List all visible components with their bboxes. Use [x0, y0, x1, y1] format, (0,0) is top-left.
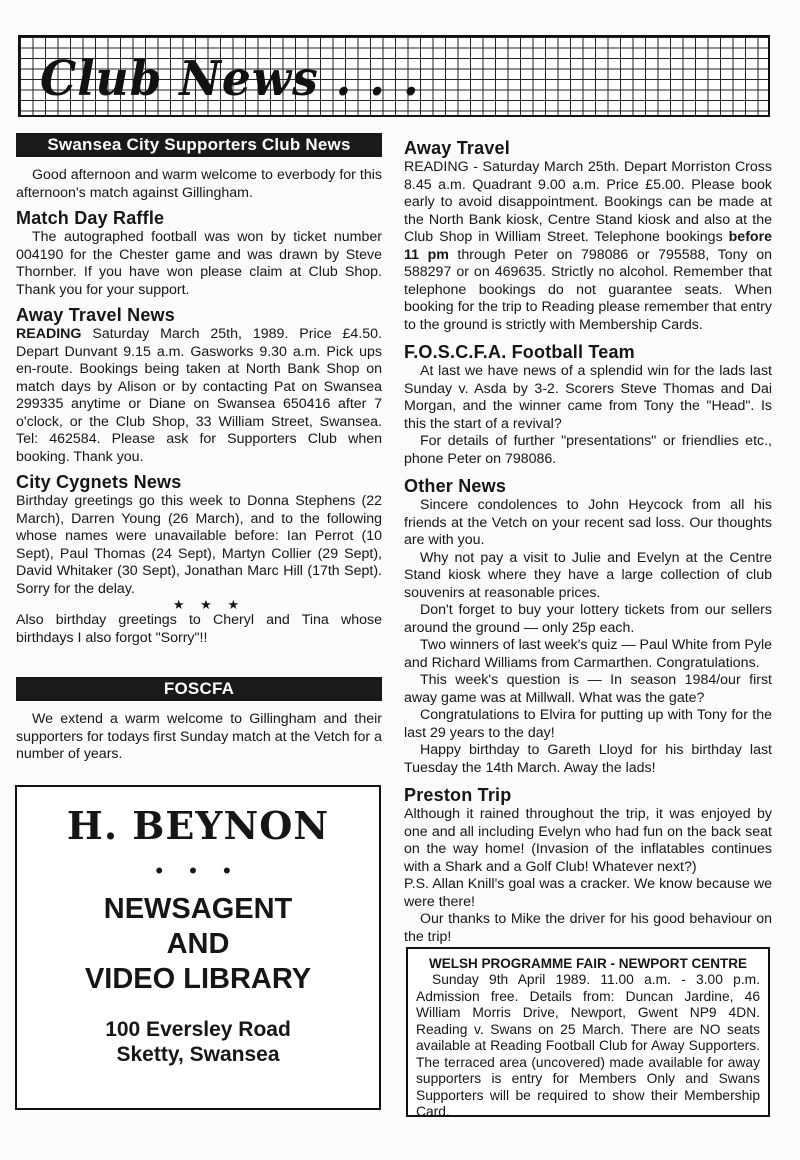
away-travel-news-paragraph	[16, 326, 382, 466]
foscfa-paragraph: We extend a warm welcome to Gillingham and their supporters for todays first Sunday match at the Vetch for a number of years.	[16, 711, 382, 762]
other-news-paragraph-4: Two winners of last week's quiz — Paul White from Pyle and Richard Williams from Carmarthen. Congratulations.	[404, 637, 773, 671]
club-news-header	[18, 35, 770, 117]
preston-paragraph-1: Although it rained throughout the trip, it was enjoyed by one and all including Evelyn who had fun on the back seat on the way home! (Invasion of the inflatables continues with a Shark and a Golf Club! Whatever next?)	[404, 806, 772, 875]
other-news-paragraph-1: Sincere condolences to John Heycock from all his friends at the Vetch on your recent sad loss. Our thoughts are with you.	[404, 497, 772, 548]
heading-match-day-raffle: Match Day Raffle	[16, 208, 165, 228]
heading-city-cygnets: City Cygnets News	[16, 472, 182, 492]
other-news-paragraph-3: Don't forget to buy your lottery tickets from our sellers around the ground — only 25p each.	[404, 602, 772, 636]
cygnets-paragraph: Birthday greetings go this week to Donna Stephens (22 March), Darren Young (26 March), and to the following whose names were unavailable before: Ian Perrot (10 Sept), Paul Thomas (24 Sept), Martyn Collier (29 Sept), David Whitaker (30 Sept), Jonathan Marc Hill (17th Sept). Sorry for the delay.	[16, 493, 382, 597]
other-news-paragraph-6: Congratulations to Elvira for putting up with Tony for the last 29 years to the day!	[404, 707, 772, 741]
section-banner-supporters-club: Swansea City Supporters Club News	[16, 133, 382, 157]
programme-fair-title: WELSH PROGRAMME FAIR - NEWPORT CENTRE	[429, 956, 747, 971]
advert-dots: • • •	[155, 858, 241, 883]
page-title: Club News . . .	[40, 51, 420, 107]
advert-address-line1: 100 Eversley Road	[105, 1018, 291, 1041]
away-travel-text-a: READING - Saturday March 25th. Depart Morriston Cross 8.45 a.m. Quadrant 9.00 a.m. Price £5.00. Please book early to avoid disappointment. Bookings can be made at the North Bank kiosk, Centre Stand kiosk and also at the Club Shop in William Street. Telephone bookings	[404, 159, 772, 245]
football-team-paragraph: At last we have news of a splendid win for the lads last Sunday v. Asda by 3-2. Scorers Steve Thomas and Dai Morgan, and the winner came from Tony the "Head". Is this the start of a revival?	[404, 363, 772, 432]
heading-foscfa-football-team: F.O.S.C.F.A. Football Team	[404, 342, 635, 362]
intro-paragraph: Good afternoon and warm welcome to everbody for this afternoon's match against Gillingham.	[16, 167, 382, 201]
heading-other-news: Other News	[404, 476, 507, 496]
advert-line-and: AND	[166, 928, 230, 960]
star-divider: ★ ★ ★	[172, 597, 246, 612]
raffle-paragraph: The autographed football was won by ticket number 004190 for the Chester game and was drawn by Steve Thornber. If you have won please claim at Club Shop. Thank you for your support.	[16, 229, 382, 298]
advert-line-video-library: VIDEO LIBRARY	[84, 963, 312, 995]
heading-away-travel: Away Travel	[404, 138, 510, 158]
programme-fair-box	[406, 947, 770, 1117]
away-travel-news-text: Saturday March 25th, 1989. Price £4.50. Depart Dunvant 9.15 a.m. Gasworks 9.30 a.m. Pick ups en-route. Bookings being taken at North Bank Shop on match days by Alison or by contacting Pat on Swansea 299335 anytime or Diane on Swansea 650416 after 7 o'clock, or the Club Shop, 33 William Street, Swansea. Tel: 462584. Please ask for Supporters Club when booking. Thank you.	[16, 326, 382, 465]
football-team-paragraph-2: For details of further "presentations" or friendlies etc., phone Peter on 798086.	[404, 433, 772, 467]
beynon-advert	[15, 785, 381, 1110]
away-travel-bold: before 11 pm	[404, 229, 772, 263]
reading-label: READING	[16, 326, 82, 342]
cygnets-paragraph-2: Also birthday greetings to Cheryl and Tina whose birthdays I also forgot "Sorry"!!	[16, 612, 382, 646]
advert-name: H. BEYNON	[66, 803, 330, 848]
section-banner-foscfa: FOSCFA	[16, 677, 382, 701]
other-news-paragraph-7: Happy birthday to Gareth Lloyd for his birthday last Tuesday the 14th March. Away the lads!	[404, 742, 772, 776]
away-travel-paragraph	[404, 159, 772, 334]
right-column	[404, 138, 772, 946]
advert-address-line2: Sketty, Swansea	[116, 1043, 280, 1066]
programme-fair-text: Sunday 9th April 1989. 11.00 a.m. - 3.00 p.m. Admission free. Details from: Duncan Jardine, 46 William Morris Drive, Newport, Gwent NP9 4DN. Reading v. Swans on 25 March. There are NO seats available at Reading Football Club for Away Supporters. The terraced area (uncovered) made available for away supporters is entry for Members Only and Swans Supporters will be required to show their Membership Card.	[416, 972, 760, 1119]
other-news-paragraph-2: Why not pay a visit to Julie and Evelyn at the Centre Stand kiosk where they have a large collection of club souvenirs at reasonable prices.	[404, 549, 772, 601]
heading-preston-trip: Preston Trip	[404, 785, 512, 805]
other-news-paragraph-5: This week's question is — In season 1984/our first away game was at Millwall. What was the gate?	[404, 672, 772, 706]
preston-paragraph-2: P.S. Allan Knill's goal was a cracker. We know because we were there!	[404, 876, 772, 910]
advert-line-newsagent: NEWSAGENT	[103, 893, 293, 925]
preston-paragraph-3: Our thanks to Mike the driver for his good behaviour on the trip!	[404, 911, 772, 945]
away-travel-text-b: through Peter on 798086 or 795588, Tony on 588297 or on 469635. Strictly no alcohol. Remember that telephone bookings do not guarantee seats. When booking for the trip to Reading please remember that entry to the ground is strictly with Membership Cards.	[404, 246, 772, 333]
left-column	[16, 133, 382, 764]
heading-away-travel-news: Away Travel News	[16, 305, 175, 325]
